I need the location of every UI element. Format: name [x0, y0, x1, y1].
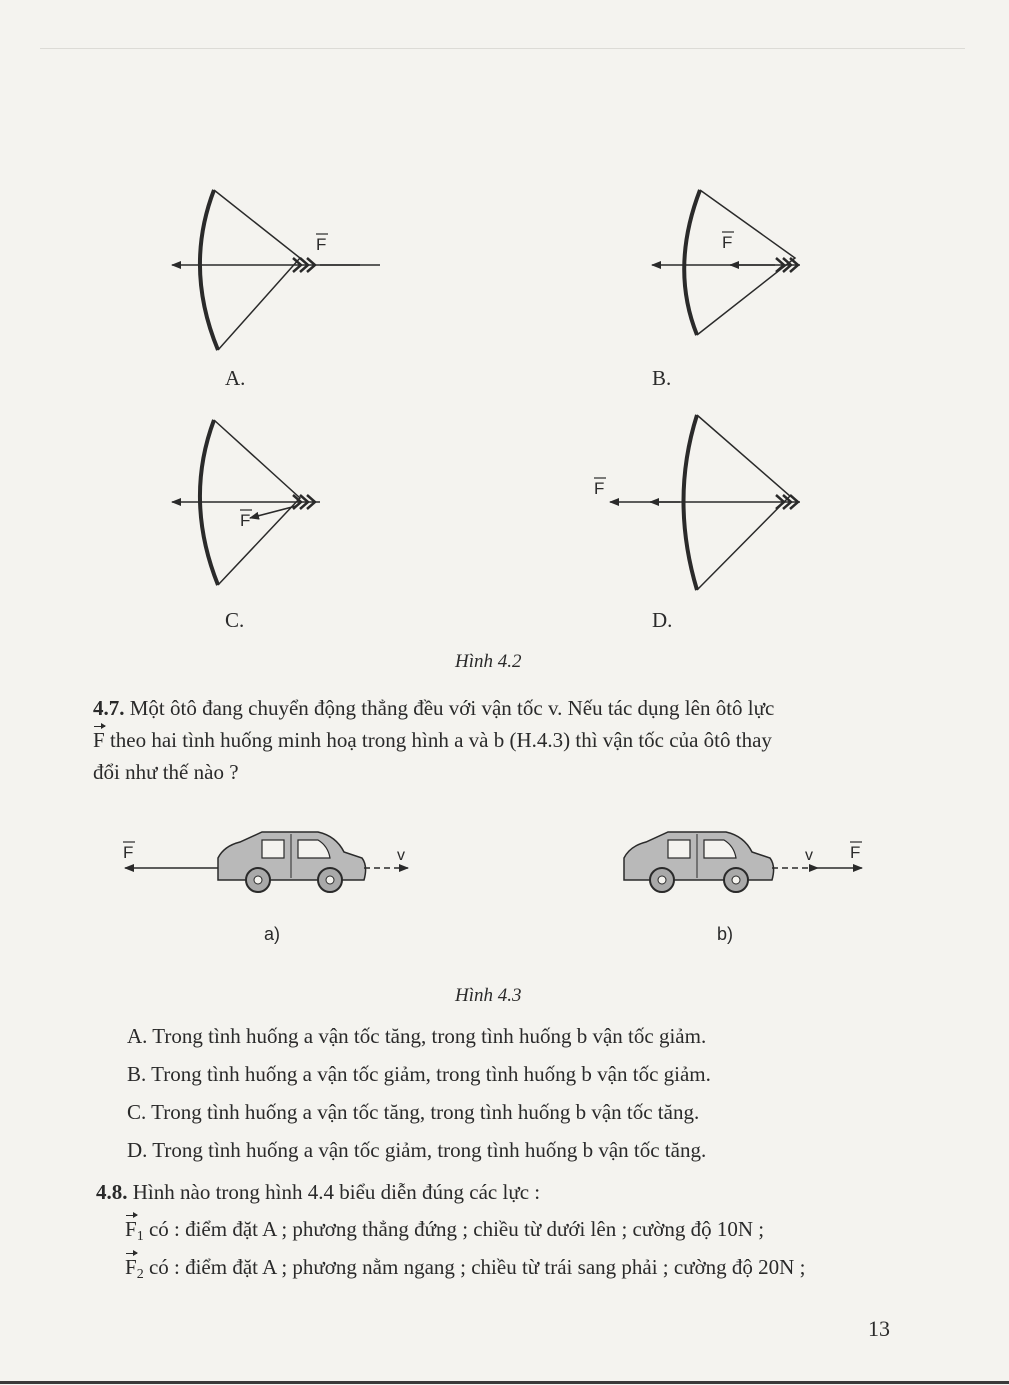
figure-label-c: C.	[225, 608, 245, 632]
option-d: D. Trong tình huống a vận tốc giảm, trong tình huống b vận tốc tăng.	[127, 1138, 707, 1162]
force-label-a: F	[316, 235, 327, 254]
option-a: A. Trong tình huống a vận tốc tăng, trong tình huống b vận tốc giảm.	[127, 1024, 707, 1048]
force-f2-line: $F_2$ có : điểm đặt A ; phương nằm ngang ; chiều từ trái sang phải ; cường độ 20N ;	[125, 1251, 955, 1291]
question-text: Hình nào trong hình 4.4 biểu diễn đúng các lực :	[127, 1180, 541, 1204]
figure-label-d: D.	[652, 608, 673, 632]
page-number: 13	[868, 1316, 890, 1341]
answer-options	[127, 1017, 917, 1169]
question-4-8	[96, 1176, 916, 1208]
option-c: C. Trong tình huống a vận tốc tăng, trong tình huống b vận tốc tăng.	[127, 1100, 700, 1124]
force-symbol: F	[93, 724, 105, 756]
question-number: 4.7.	[93, 696, 125, 720]
figure-caption-4-2: Hình 4.2	[455, 651, 522, 672]
force-label-d: F	[594, 479, 605, 498]
figure-caption-4-3: Hình 4.3	[455, 985, 522, 1006]
car-b	[624, 832, 862, 892]
car-label-a: a)	[264, 924, 281, 944]
figure-label-b: B.	[652, 366, 672, 390]
force-f1-line: $F_1$ có : điểm đặt A ; phương thẳng đứng ; chiều từ dưới lên ; cường độ 10N ;	[125, 1213, 945, 1253]
option-b: B. Trong tình huống a vận tốc giảm, trong tình huống b vận tốc giảm.	[127, 1062, 711, 1086]
force-label-car-b: F	[850, 843, 861, 862]
velocity-label-car-b: v	[805, 847, 813, 864]
question-line-2: theo hai tình huống minh hoạ trong hình a và b (H.4.3) thì vận tốc của ôtô thay	[104, 728, 772, 752]
force-label-car-a: F	[123, 843, 134, 862]
footer-rule	[0, 1381, 1009, 1384]
question-line-1: Một ôtô đang chuyển động thẳng đều với vận tốc v. Nếu tác dụng lên ôtô lực	[129, 696, 775, 720]
force-label-c: F	[240, 511, 251, 530]
car-label-b: b)	[717, 924, 734, 944]
question-line-3: đổi như thế nào ?	[93, 760, 239, 784]
force-symbol: F	[125, 1213, 137, 1245]
velocity-label-car-a: v	[397, 847, 405, 864]
figure-label-a: A.	[225, 366, 246, 390]
force-symbol: F	[125, 1251, 137, 1283]
question-number: 4.8.	[96, 1180, 128, 1204]
force-label-b: F	[722, 233, 733, 252]
car-a	[123, 832, 408, 892]
